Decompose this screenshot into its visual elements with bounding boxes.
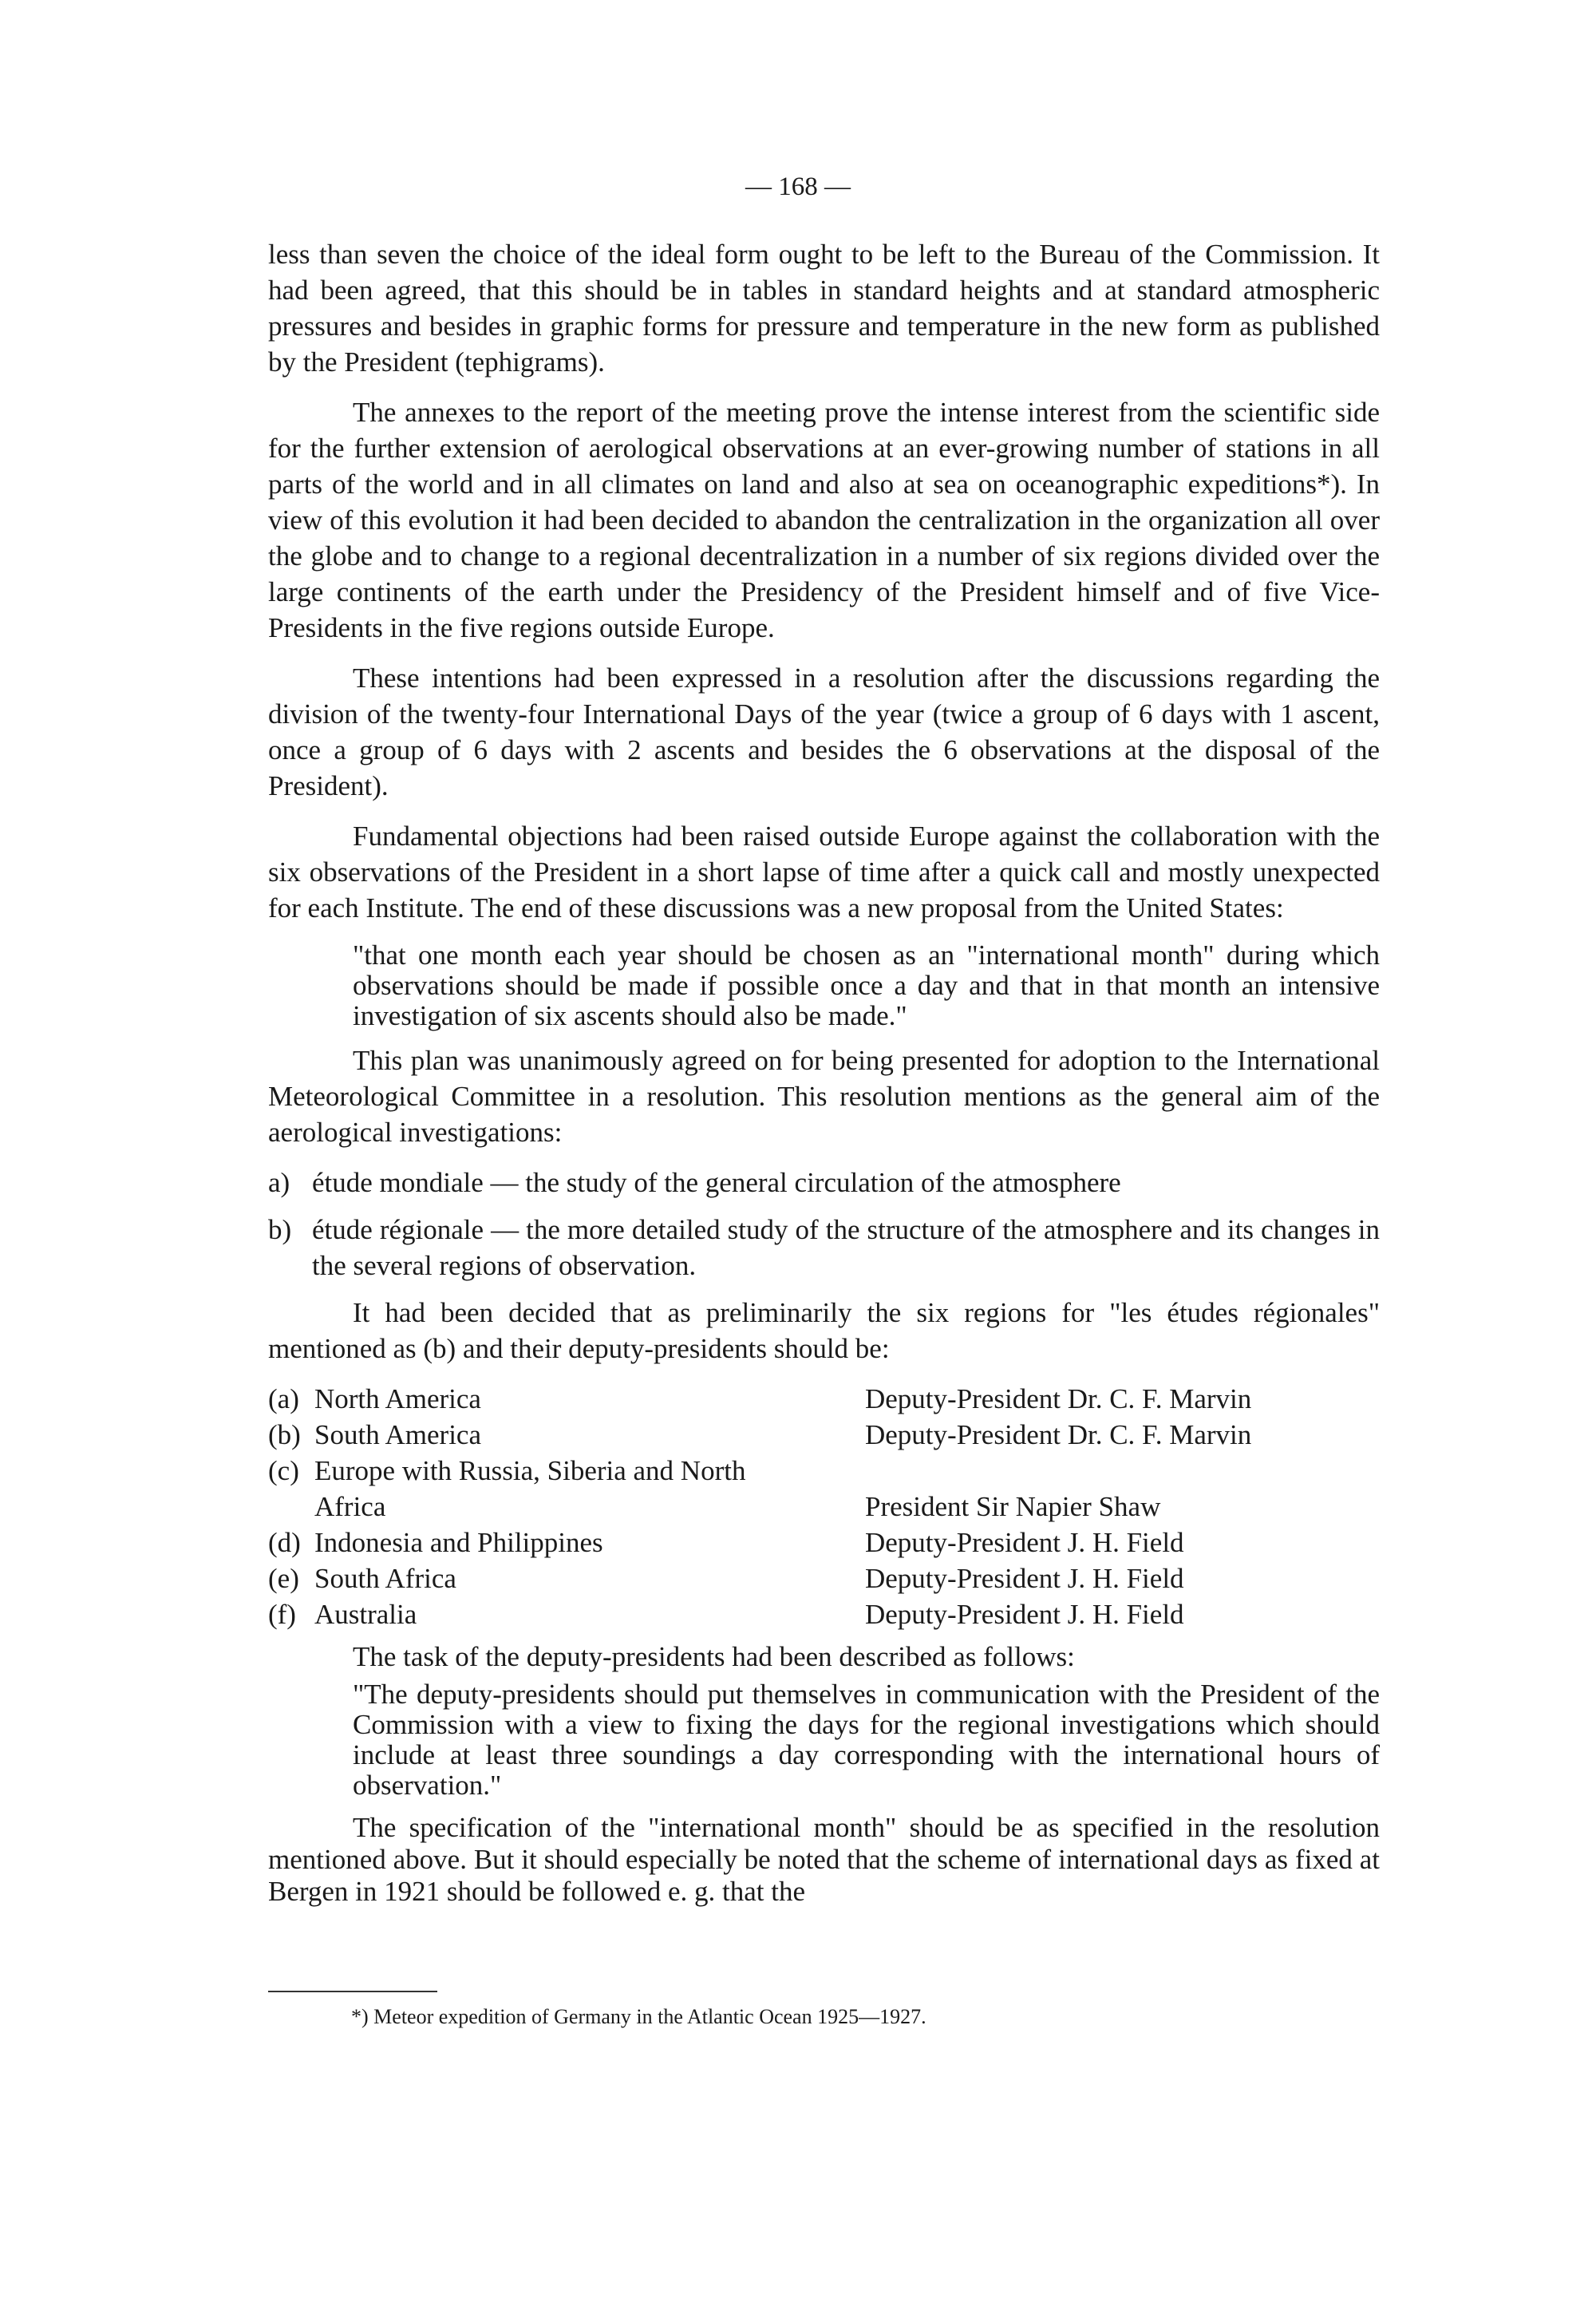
region-label: (e) bbox=[268, 1563, 299, 1594]
region-label: (b) bbox=[268, 1419, 301, 1450]
paragraph-5: This plan was unanimously agreed on for being presented for adoption to the International Meteorological Committee in a resolution. This resolution mentions as the general aim of the aerological investigations: bbox=[268, 1045, 1380, 1148]
region-label: (c) bbox=[268, 1455, 299, 1486]
region-deputy: Deputy-President Dr. C. F. Marvin bbox=[865, 1419, 1252, 1450]
region-deputy: Deputy-President J. H. Field bbox=[865, 1527, 1184, 1558]
list-item-text: étude mondiale — the study of the general circulation of the atmosphere bbox=[312, 1167, 1121, 1198]
block-quote-2: "The deputy-presidents should put themselves in communication with the President of the Commission with a view to fixing the days for the regional investigations which should include at least three soundings a day corresponding with the international hours of observation." bbox=[353, 1679, 1380, 1801]
body-text bbox=[268, 236, 1380, 1922]
region-deputy: Deputy-President Dr. C. F. Marvin bbox=[865, 1383, 1252, 1414]
list-item-text: étude régionale — the more detailed study of the structure of the atmosphere and its changes in the several regions of observation. bbox=[312, 1214, 1380, 1281]
paragraph-3: These intentions had been expressed in a resolution after the discussions regarding the division of the twenty-four International Days of the year (twice a group of 6 days with 1 ascent, once a group of 6 days with 2 ascents and besides the 6 observations at the disposal of the President). bbox=[268, 663, 1380, 801]
footnote: *) Meteor expedition of Germany in the Atlantic Ocean 1925—1927. bbox=[351, 2005, 926, 2028]
paragraph-2: The annexes to the report of the meeting prove the intense interest from the scientific side for the further extension of aerological observations at an ever-growing number of stations in all parts of the world and in all climates on land and also at sea on oceanographic expeditions*). In view of this evolution it had been decided to abandon the centralization in the organization all over the globe and to change to a regional decentralization in a number of six regions divided over the large continents of the earth under the Presidency of the President himself and of five Vice-Presidents in the five regions outside Europe. bbox=[268, 397, 1380, 643]
paragraph-7: The task of the deputy-presidents had been described as follows: bbox=[353, 1641, 1075, 1672]
paragraph-8: The specification of the "international month" should be as specified in the resolution mentioned above. But it should especially be noted that the scheme of international days as fixed at Bergen in 1921 should be followed e. g. that the bbox=[268, 1812, 1380, 1907]
region-deputy: Deputy-President J. H. Field bbox=[865, 1563, 1184, 1594]
region-label: (f) bbox=[268, 1599, 296, 1630]
region-name: North America bbox=[314, 1383, 481, 1414]
table-row bbox=[268, 1525, 1380, 1560]
region-name: Indonesia and Philippines bbox=[314, 1527, 603, 1558]
region-name: Australia bbox=[314, 1599, 417, 1630]
table-row bbox=[268, 1453, 1380, 1525]
paragraph-1: less than seven the choice of the ideal form ought to be left to the Bureau of the Commission. It had been agreed, that this should be in tables in standard heights and at standard atmospheric pressures and besides in graphic forms for pressure and temperature in the new form as published by the President (tephigrams). bbox=[268, 239, 1380, 378]
footnote-divider bbox=[268, 1991, 437, 1992]
list-item bbox=[268, 1165, 1380, 1200]
region-label: (d) bbox=[268, 1527, 301, 1558]
block-quote-1: "that one month each year should be chosen as an "international month" during which observations should be made if possible once a day and that in that month an intensive investigation of six ascents should also be made." bbox=[353, 939, 1380, 1031]
region-deputy: President Sir Napier Shaw bbox=[865, 1491, 1161, 1522]
regions-table bbox=[268, 1381, 1380, 1632]
table-row bbox=[268, 1381, 1380, 1417]
list-item-label: a) bbox=[268, 1167, 290, 1198]
aims-list bbox=[268, 1165, 1380, 1283]
table-row bbox=[268, 1560, 1380, 1596]
paragraph-6: It had been decided that as preliminarily the six regions for "les études régionales" mentioned as (b) and their deputy-presidents should be: bbox=[268, 1297, 1380, 1364]
region-label: (a) bbox=[268, 1383, 299, 1414]
list-item bbox=[268, 1212, 1380, 1283]
region-deputy: Deputy-President J. H. Field bbox=[865, 1599, 1184, 1630]
region-name: South America bbox=[314, 1419, 481, 1450]
region-name: Europe with Russia, Siberia and North Africa bbox=[314, 1455, 746, 1522]
list-item-label: b) bbox=[268, 1214, 292, 1245]
table-row bbox=[268, 1596, 1380, 1632]
page-number: — 168 — bbox=[745, 172, 851, 201]
table-row bbox=[268, 1417, 1380, 1453]
region-name: South Africa bbox=[314, 1563, 456, 1594]
paragraph-4: Fundamental objections had been raised outside Europe against the collaboration with the six observations of the President in a short lapse of time after a quick call and mostly unexpected for each Institute. The end of these discussions was a new proposal from the United States: bbox=[268, 821, 1380, 924]
